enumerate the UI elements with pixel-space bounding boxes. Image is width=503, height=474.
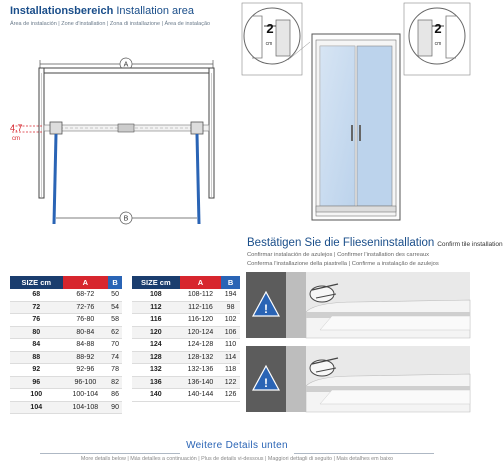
more-details-heading: Weitere Details unten: [186, 440, 288, 451]
range-a-cell: 132-136: [180, 364, 221, 377]
tile-subtitle-1: Confirmar instalación de azulejos | Confirmer l'installation des carreaux: [247, 252, 430, 258]
width-b-cell: 114: [221, 351, 240, 364]
table-row: [10, 289, 122, 301]
range-a-cell: 76-80: [63, 314, 109, 327]
title-german: Installationsbereich: [10, 5, 114, 17]
footer-divider-right: [294, 453, 434, 454]
right-glass-panel: [357, 46, 392, 206]
tile-illustration-1: [246, 272, 470, 338]
width-b-cell: 102: [221, 314, 240, 327]
tile-title-english: Confirm tile installation: [437, 241, 503, 248]
size-cell: 72: [10, 301, 63, 314]
size-cell: 96: [10, 376, 63, 389]
table-row: [132, 351, 240, 364]
size-cell: 92: [10, 364, 63, 377]
size-cell: 140: [132, 389, 180, 402]
size-table-right: [132, 276, 240, 402]
table-row: [10, 389, 122, 402]
table-row: [132, 364, 240, 377]
range-a-cell: 108-112: [180, 289, 221, 301]
size-cell: 128: [132, 351, 180, 364]
center-handle: [118, 124, 134, 132]
size-cell: 112: [132, 301, 180, 314]
size-header: SIZE cm: [10, 276, 63, 289]
range-a-cell: 128-132: [180, 351, 221, 364]
offset-unit: cm: [12, 136, 20, 142]
table-row: [132, 289, 240, 301]
tile-section-title: [247, 237, 503, 249]
tile-title-german: Bestätigen Sie die Flieseninstallation: [247, 237, 435, 249]
left-hinge: [50, 122, 62, 134]
range-a-cell: 68-72: [63, 289, 109, 301]
right-detail-callout: [409, 8, 465, 64]
width-b-cell: 106: [221, 326, 240, 339]
width-b-cell: 98: [221, 301, 240, 314]
width-b-cell: 90: [108, 401, 122, 414]
size-cell: 68: [10, 289, 63, 301]
installation-diagram: [0, 28, 240, 238]
size-cell: 80: [10, 326, 63, 339]
size-cell: 132: [132, 364, 180, 377]
width-b-cell: 70: [108, 339, 122, 352]
width-b-cell: 110: [221, 339, 240, 352]
width-b-cell: 122: [221, 376, 240, 389]
range-a-cell: 92-96: [63, 364, 109, 377]
right-gap-value: 2: [434, 21, 442, 36]
width-b-cell: 118: [221, 364, 240, 377]
installation-area-subtitle: Área de instalación | Zone d'installation | Zona di installazione | Área de instalação: [10, 21, 211, 27]
range-a-cell: 88-92: [63, 351, 109, 364]
size-cell: 136: [132, 376, 180, 389]
size-cell: 104: [10, 401, 63, 414]
offset-value: 4,7: [10, 123, 23, 133]
size-cell: 100: [10, 389, 63, 402]
width-b-cell: 74: [108, 351, 122, 364]
width-b-cell: 194: [221, 289, 240, 301]
tile-illustration-2: [246, 346, 470, 412]
installation-area-title: [10, 5, 194, 17]
svg-text:!: !: [264, 376, 268, 390]
range-a-cell: 112-116: [180, 301, 221, 314]
title-english: Installation area: [116, 5, 195, 17]
left-door-panel: [54, 134, 56, 224]
right-hinge: [191, 122, 203, 134]
size-cell: 116: [132, 314, 180, 327]
dimension-a-label: A: [123, 61, 129, 69]
table-row: [10, 364, 122, 377]
b-header: B: [221, 276, 240, 289]
table-row: [10, 401, 122, 414]
size-cell: 76: [10, 314, 63, 327]
table-row: [10, 376, 122, 389]
table-row: [132, 301, 240, 314]
table-row: [10, 351, 122, 364]
table-row: [132, 389, 240, 402]
size-table-left: [10, 276, 122, 414]
left-gap-value: 2: [266, 21, 274, 36]
width-b-cell: 58: [108, 314, 122, 327]
size-header: SIZE cm: [132, 276, 180, 289]
tile-subtitle-2: Conferma l'installazione della piastrella | Confirme a instalação de azulejos: [247, 261, 439, 267]
range-a-cell: 84-88: [63, 339, 109, 352]
range-a-cell: 124-128: [180, 339, 221, 352]
table-row: [10, 339, 122, 352]
svg-text:!: !: [264, 302, 268, 316]
range-a-cell: 80-84: [63, 326, 109, 339]
width-b-cell: 82: [108, 376, 122, 389]
width-b-cell: 86: [108, 389, 122, 402]
table-row: [132, 314, 240, 327]
size-cell: 120: [132, 326, 180, 339]
table-row: [132, 326, 240, 339]
more-details-subtitle: More details below | Más detalles a continuación | Plus de details vi-dessous | Maggiori dettagli di seguito | Mais detalhes em baixo: [80, 456, 394, 462]
width-b-cell: 78: [108, 364, 122, 377]
footer-divider-left: [40, 453, 180, 454]
a-header: A: [63, 276, 109, 289]
width-b-cell: 62: [108, 326, 122, 339]
size-cell: 124: [132, 339, 180, 352]
table-row: [132, 376, 240, 389]
table-row: [132, 339, 240, 352]
table-row: [10, 314, 122, 327]
width-b-cell: 50: [108, 289, 122, 301]
right-handle: [359, 125, 361, 141]
width-b-cell: 126: [221, 389, 240, 402]
a-header: A: [180, 276, 221, 289]
range-a-cell: 136-140: [180, 376, 221, 389]
range-a-cell: 140-144: [180, 389, 221, 402]
range-a-cell: 100-104: [63, 389, 109, 402]
left-gap-unit: cm: [265, 41, 273, 47]
left-handle: [351, 125, 353, 141]
table-row: [10, 301, 122, 314]
b-header: B: [108, 276, 122, 289]
table-row: [10, 326, 122, 339]
dimension-b-label: B: [123, 215, 129, 223]
range-a-cell: 72-76: [63, 301, 109, 314]
size-cell: 108: [132, 289, 180, 301]
range-a-cell: 116-120: [180, 314, 221, 327]
shower-door-front-view: [240, 0, 474, 232]
range-a-cell: 104-108: [63, 401, 109, 414]
width-b-cell: 54: [108, 301, 122, 314]
right-door-panel: [197, 134, 199, 224]
size-cell: 84: [10, 339, 63, 352]
size-cell: 88: [10, 351, 63, 364]
range-a-cell: 120-124: [180, 326, 221, 339]
range-a-cell: 96-100: [63, 376, 109, 389]
right-gap-unit: cm: [434, 41, 442, 47]
